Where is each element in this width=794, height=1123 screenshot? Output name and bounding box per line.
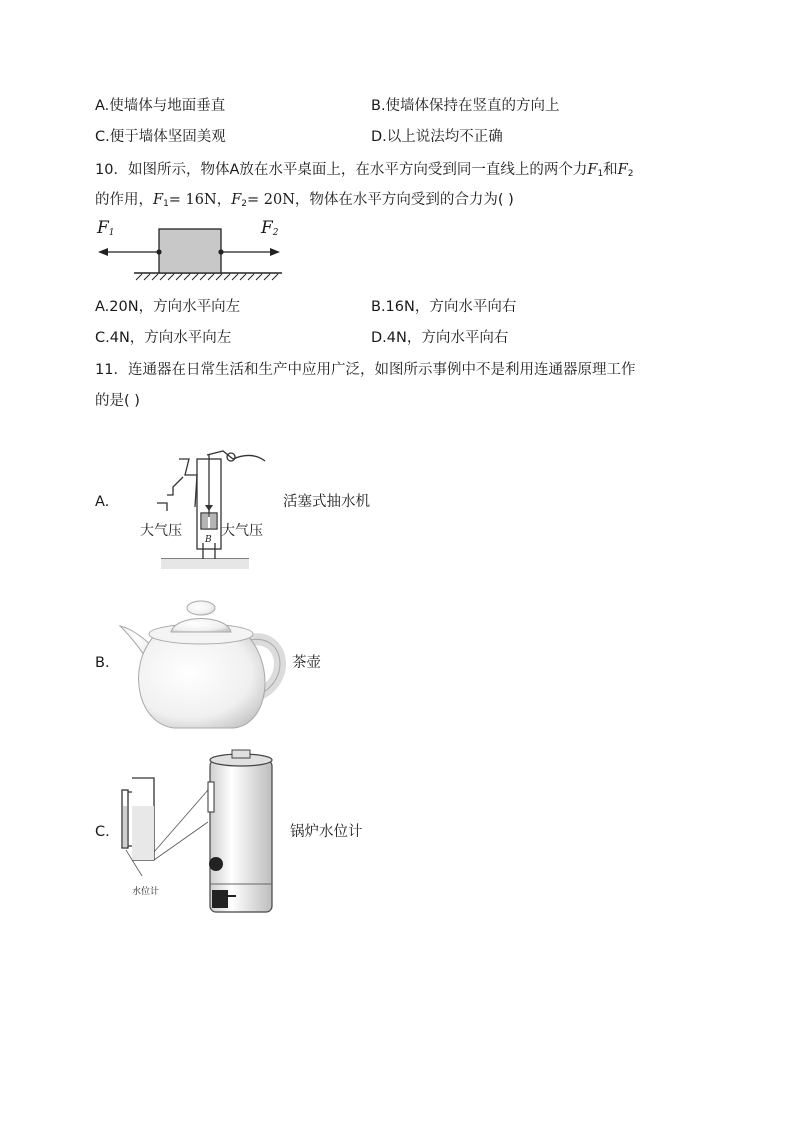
gauge-label: 水位计 bbox=[132, 887, 160, 897]
f1-label: $F_1$ bbox=[97, 218, 115, 238]
pump-valve-right bbox=[210, 514, 216, 528]
teapot-figure bbox=[116, 598, 291, 733]
q9-option-d: D.以上说法均不正确 bbox=[371, 129, 503, 145]
f2-arrowhead bbox=[270, 248, 280, 256]
q9-option-b: B.使墙体保持在竖直的方向上 bbox=[371, 98, 560, 114]
q10-stem-line2: 的作用，$F_1= 16N$，$F_2= 20N$，物体在水平方向受到的合力为( ) bbox=[95, 192, 514, 209]
q11-option-b-caption: 茶壶 bbox=[292, 655, 321, 671]
q10-force-diagram bbox=[94, 216, 294, 286]
pump-b-label: B bbox=[205, 535, 212, 545]
q10-stem-line1: 10．如图所示，物体A放在水平桌面上，在水平方向受到同一直线上的两个力$F_1$和$F_2$ bbox=[95, 162, 634, 179]
pump-handle bbox=[233, 455, 265, 461]
f1-arrowhead bbox=[98, 248, 108, 256]
teapot-knob bbox=[187, 601, 215, 615]
boiler-body bbox=[210, 760, 272, 912]
gauge-callout-line-2 bbox=[154, 822, 208, 860]
teapot-svg bbox=[116, 598, 291, 733]
pump-left-edge bbox=[157, 503, 167, 511]
q11-option-b-label: B. bbox=[95, 655, 110, 671]
pump-spout bbox=[179, 459, 197, 507]
gauge-water bbox=[132, 806, 154, 860]
q11-option-a-caption: 活塞式抽水机 bbox=[283, 494, 370, 510]
teapot-body bbox=[139, 636, 265, 728]
pump-left-atmosphere-label: 大气压 bbox=[140, 523, 182, 539]
boiler-firebox bbox=[212, 890, 228, 908]
piston-pump-svg bbox=[137, 447, 267, 575]
boiler-gauge-tube bbox=[208, 782, 214, 812]
q10-option-a: A.20N，方向水平向左 bbox=[95, 299, 241, 315]
piston-pump-figure bbox=[137, 447, 267, 575]
q11-option-c-label: C. bbox=[95, 824, 110, 840]
pump-ground bbox=[161, 559, 249, 569]
boiler-valve bbox=[209, 857, 223, 871]
q10-option-b: B.16N，方向水平向右 bbox=[371, 299, 517, 315]
f2-label: $F_2$ bbox=[261, 218, 279, 238]
q10-option-c: C.4N，方向水平向左 bbox=[95, 330, 232, 346]
teapot-lid-dome bbox=[171, 619, 231, 633]
gauge-callout-line-1 bbox=[154, 790, 208, 852]
pump-left-pipe bbox=[167, 477, 183, 495]
q10-option-d: D.4N，方向水平向右 bbox=[371, 330, 509, 346]
pump-valve-left bbox=[202, 514, 208, 528]
pump-right-atmosphere-label: 大气压 bbox=[221, 523, 263, 539]
object-a-block bbox=[159, 229, 221, 273]
pump-handle-link bbox=[207, 451, 233, 459]
q11-stem-line1: 11．连通器在日常生活和生产中应用广泛，如图所示事例中不是利用连通器原理工作 bbox=[95, 362, 636, 378]
pump-valve-arrow bbox=[205, 505, 213, 511]
f2-point bbox=[218, 249, 223, 254]
gauge-tube-water bbox=[123, 806, 127, 847]
q9-option-a: A.使墙体与地面垂直 bbox=[95, 98, 226, 114]
q11-stem-line2: 的是( ) bbox=[95, 393, 140, 409]
q11-option-a-label: A. bbox=[95, 494, 110, 510]
boiler-cap bbox=[232, 750, 250, 758]
q11-option-c-caption: 锅炉水位计 bbox=[290, 824, 363, 840]
boiler-figure bbox=[112, 748, 288, 916]
f1-point bbox=[156, 249, 161, 254]
q9-option-c: C.便于墙体坚固美观 bbox=[95, 129, 226, 145]
table-hatching bbox=[136, 274, 278, 280]
